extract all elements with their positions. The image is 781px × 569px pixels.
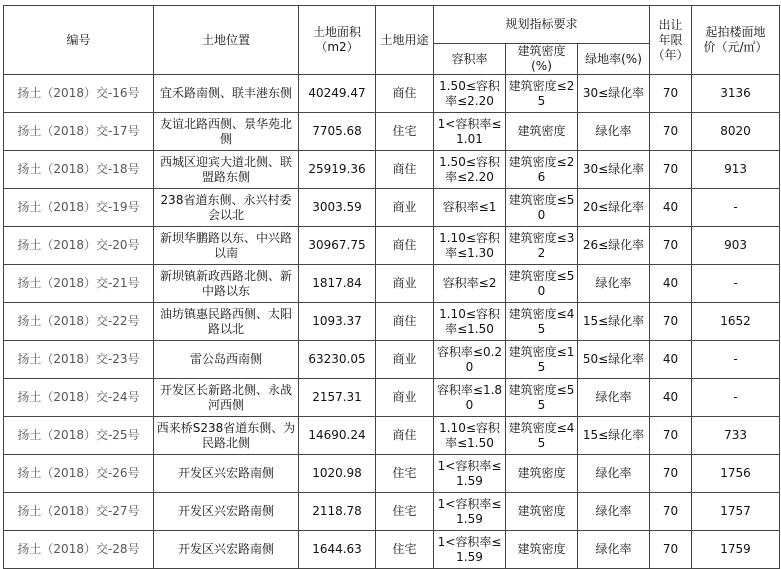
cell-use: 住宅 — [376, 531, 434, 569]
cell-use: 商住 — [376, 417, 434, 455]
cell-use: 商业 — [376, 189, 434, 227]
cell-area: 1093.37 — [299, 303, 376, 341]
cell-green: 绿化率 — [578, 113, 650, 151]
cell-area: 2118.78 — [299, 493, 376, 531]
cell-far: 容积率≤0.20 — [434, 341, 506, 379]
table-row — [4, 379, 780, 417]
cell-use: 住宅 — [376, 455, 434, 493]
cell-far: 容积率≤1 — [434, 189, 506, 227]
table-body — [4, 6, 780, 569]
cell-term: 70 — [650, 493, 692, 531]
table-row — [4, 455, 780, 493]
cell-location: 西城区迎宾大道北侧、联盟路东侧 — [154, 151, 299, 189]
cell-use: 商住 — [376, 227, 434, 265]
cell-term: 40 — [650, 265, 692, 303]
header-density — [506, 44, 578, 75]
cell-term: 40 — [650, 379, 692, 417]
cell-density: 建筑密度≤26 — [506, 151, 578, 189]
cell-term: 70 — [650, 227, 692, 265]
cell-location: 油坊镇惠民路西侧、太阳路以北 — [154, 303, 299, 341]
cell-green: 15≤绿化率 — [578, 303, 650, 341]
header-area-line2: （m2） — [315, 40, 359, 54]
cell-code: 扬土（2018）交-17号 — [4, 113, 154, 151]
cell-green: 绿化率 — [578, 379, 650, 417]
cell-location: 开发区兴宏路南侧 — [154, 493, 299, 531]
cell-price: 1652 — [692, 303, 780, 341]
header-term-line3: （年） — [652, 47, 689, 62]
cell-area: 3003.59 — [299, 189, 376, 227]
cell-density: 建筑密度≤25 — [506, 75, 578, 113]
cell-location: 开发区长新路北侧、永战河西侧 — [154, 379, 299, 417]
table-row — [4, 113, 780, 151]
cell-term: 70 — [650, 531, 692, 569]
cell-price: - — [692, 265, 780, 303]
cell-use: 住宅 — [376, 113, 434, 151]
cell-area: 7705.68 — [299, 113, 376, 151]
cell-far: 1<容积率≤1.59 — [434, 493, 506, 531]
header-density-line2: (%) — [531, 59, 552, 73]
cell-code: 扬土（2018）交-26号 — [4, 455, 154, 493]
cell-term: 70 — [650, 455, 692, 493]
cell-price: 1759 — [692, 531, 780, 569]
cell-far: 1<容积率≤1.59 — [434, 531, 506, 569]
cell-term: 70 — [650, 113, 692, 151]
header-area — [299, 6, 376, 75]
cell-price: - — [692, 379, 780, 417]
header-term-line2: 年限 — [658, 32, 683, 47]
cell-code: 扬土（2018）交-24号 — [4, 379, 154, 417]
cell-price: 1756 — [692, 455, 780, 493]
cell-use: 商住 — [376, 303, 434, 341]
cell-density: 建筑密度≤50 — [506, 265, 578, 303]
cell-code: 扬土（2018）交-21号 — [4, 265, 154, 303]
cell-area: 1644.63 — [299, 531, 376, 569]
cell-density: 建筑密度≤32 — [506, 227, 578, 265]
cell-price: 913 — [692, 151, 780, 189]
table-row — [4, 303, 780, 341]
cell-code: 扬土（2018）交-22号 — [4, 303, 154, 341]
header-row-top — [4, 6, 780, 44]
cell-code: 扬土（2018）交-25号 — [4, 417, 154, 455]
header-plan: 规划指标要求 — [434, 6, 650, 44]
cell-area: 25919.36 — [299, 151, 376, 189]
table-row — [4, 493, 780, 531]
cell-location: 西来桥S238省道东侧、为民路北侧 — [154, 417, 299, 455]
cell-location: 238省道东侧、永兴村委会以北 — [154, 189, 299, 227]
cell-green: 15≤绿化率 — [578, 417, 650, 455]
cell-green: 50≤绿化率 — [578, 341, 650, 379]
cell-code: 扬土（2018）交-19号 — [4, 189, 154, 227]
cell-use: 商业 — [376, 265, 434, 303]
cell-area: 2157.31 — [299, 379, 376, 417]
header-location: 土地位置 — [154, 6, 299, 75]
cell-term: 40 — [650, 189, 692, 227]
cell-density: 建筑密度≤15 — [506, 341, 578, 379]
cell-location: 开发区兴宏路南侧 — [154, 531, 299, 569]
header-price-line1: 起拍楼面地 — [705, 25, 766, 39]
cell-use: 商业 — [376, 379, 434, 417]
cell-far: 1.10≤容积率≤1.30 — [434, 227, 506, 265]
cell-code: 扬土（2018）交-27号 — [4, 493, 154, 531]
cell-location: 宜禾路南侧、联丰港东侧 — [154, 75, 299, 113]
header-density-line1: 建筑密度 — [517, 44, 566, 58]
cell-use: 商住 — [376, 75, 434, 113]
cell-use: 住宅 — [376, 493, 434, 531]
cell-price: 903 — [692, 227, 780, 265]
cell-area: 30967.75 — [299, 227, 376, 265]
table-row — [4, 189, 780, 227]
cell-code: 扬土（2018）交-23号 — [4, 341, 154, 379]
cell-far: 容积率≤1.80 — [434, 379, 506, 417]
cell-term: 70 — [650, 417, 692, 455]
table-row — [4, 151, 780, 189]
cell-area: 14690.24 — [299, 417, 376, 455]
cell-term: 40 — [650, 341, 692, 379]
cell-use: 商住 — [376, 151, 434, 189]
cell-density: 建筑密度≤45 — [506, 303, 578, 341]
table-row — [4, 341, 780, 379]
cell-far: 1.10≤容积率≤1.50 — [434, 303, 506, 341]
cell-location: 开发区兴宏路南侧 — [154, 455, 299, 493]
cell-price: 3136 — [692, 75, 780, 113]
cell-density: 建筑密度≤45 — [506, 417, 578, 455]
cell-term: 70 — [650, 303, 692, 341]
cell-location: 雷公岛西南侧 — [154, 341, 299, 379]
cell-price: 733 — [692, 417, 780, 455]
table-row — [4, 227, 780, 265]
land-auction-table — [3, 5, 780, 569]
cell-code: 扬土（2018）交-18号 — [4, 151, 154, 189]
cell-code: 扬土（2018）交-16号 — [4, 75, 154, 113]
header-term-line1: 出让 — [658, 17, 683, 32]
cell-area: 63230.05 — [299, 341, 376, 379]
cell-green: 绿化率 — [578, 265, 650, 303]
cell-green: 绿化率 — [578, 455, 650, 493]
cell-density: 建筑密度 — [506, 113, 578, 151]
cell-far: 容积率≤2 — [434, 265, 506, 303]
cell-price: 8020 — [692, 113, 780, 151]
cell-density: 建筑密度 — [506, 493, 578, 531]
header-green: 绿地率(%) — [578, 44, 650, 75]
cell-far: 1<容积率≤1.59 — [434, 455, 506, 493]
cell-density: 建筑密度≤50 — [506, 189, 578, 227]
cell-far: 1.50≤容积率≤2.20 — [434, 151, 506, 189]
cell-price: 1757 — [692, 493, 780, 531]
cell-term: 70 — [650, 151, 692, 189]
cell-density: 建筑密度≤55 — [506, 379, 578, 417]
cell-area: 40249.47 — [299, 75, 376, 113]
cell-code: 扬土（2018）交-28号 — [4, 531, 154, 569]
cell-far: 1<容积率≤1.01 — [434, 113, 506, 151]
table-row — [4, 531, 780, 569]
table-row — [4, 265, 780, 303]
cell-density: 建筑密度 — [506, 455, 578, 493]
cell-code: 扬土（2018）交-20号 — [4, 227, 154, 265]
header-use: 土地用途 — [376, 6, 434, 75]
cell-term: 70 — [650, 75, 692, 113]
cell-green: 20≤绿化率 — [578, 189, 650, 227]
cell-green: 绿化率 — [578, 531, 650, 569]
cell-location: 友谊北路西侧、景华苑北侧 — [154, 113, 299, 151]
table-row — [4, 75, 780, 113]
table-row — [4, 417, 780, 455]
header-area-line1: 土地面积 — [312, 25, 361, 39]
cell-location: 新坝镇新政西路北侧、新中路以东 — [154, 265, 299, 303]
cell-price: - — [692, 189, 780, 227]
cell-density: 建筑密度 — [506, 531, 578, 569]
cell-green: 30≤绿化率 — [578, 75, 650, 113]
header-price — [692, 6, 780, 75]
header-term — [650, 6, 692, 75]
cell-green: 26≤绿化率 — [578, 227, 650, 265]
cell-location: 新坝华鹏路以东、中兴路以南 — [154, 227, 299, 265]
header-far: 容积率 — [434, 44, 506, 75]
cell-far: 1.50≤容积率≤2.20 — [434, 75, 506, 113]
cell-area: 1817.84 — [299, 265, 376, 303]
header-code: 编号 — [4, 6, 154, 75]
cell-green: 30≤绿化率 — [578, 151, 650, 189]
header-price-line2: 价（元/㎡） — [703, 40, 768, 54]
cell-green: 绿化率 — [578, 493, 650, 531]
cell-price: - — [692, 341, 780, 379]
cell-far: 1.10≤容积率≤1.50 — [434, 417, 506, 455]
cell-use: 商业 — [376, 341, 434, 379]
cell-area: 1020.98 — [299, 455, 376, 493]
